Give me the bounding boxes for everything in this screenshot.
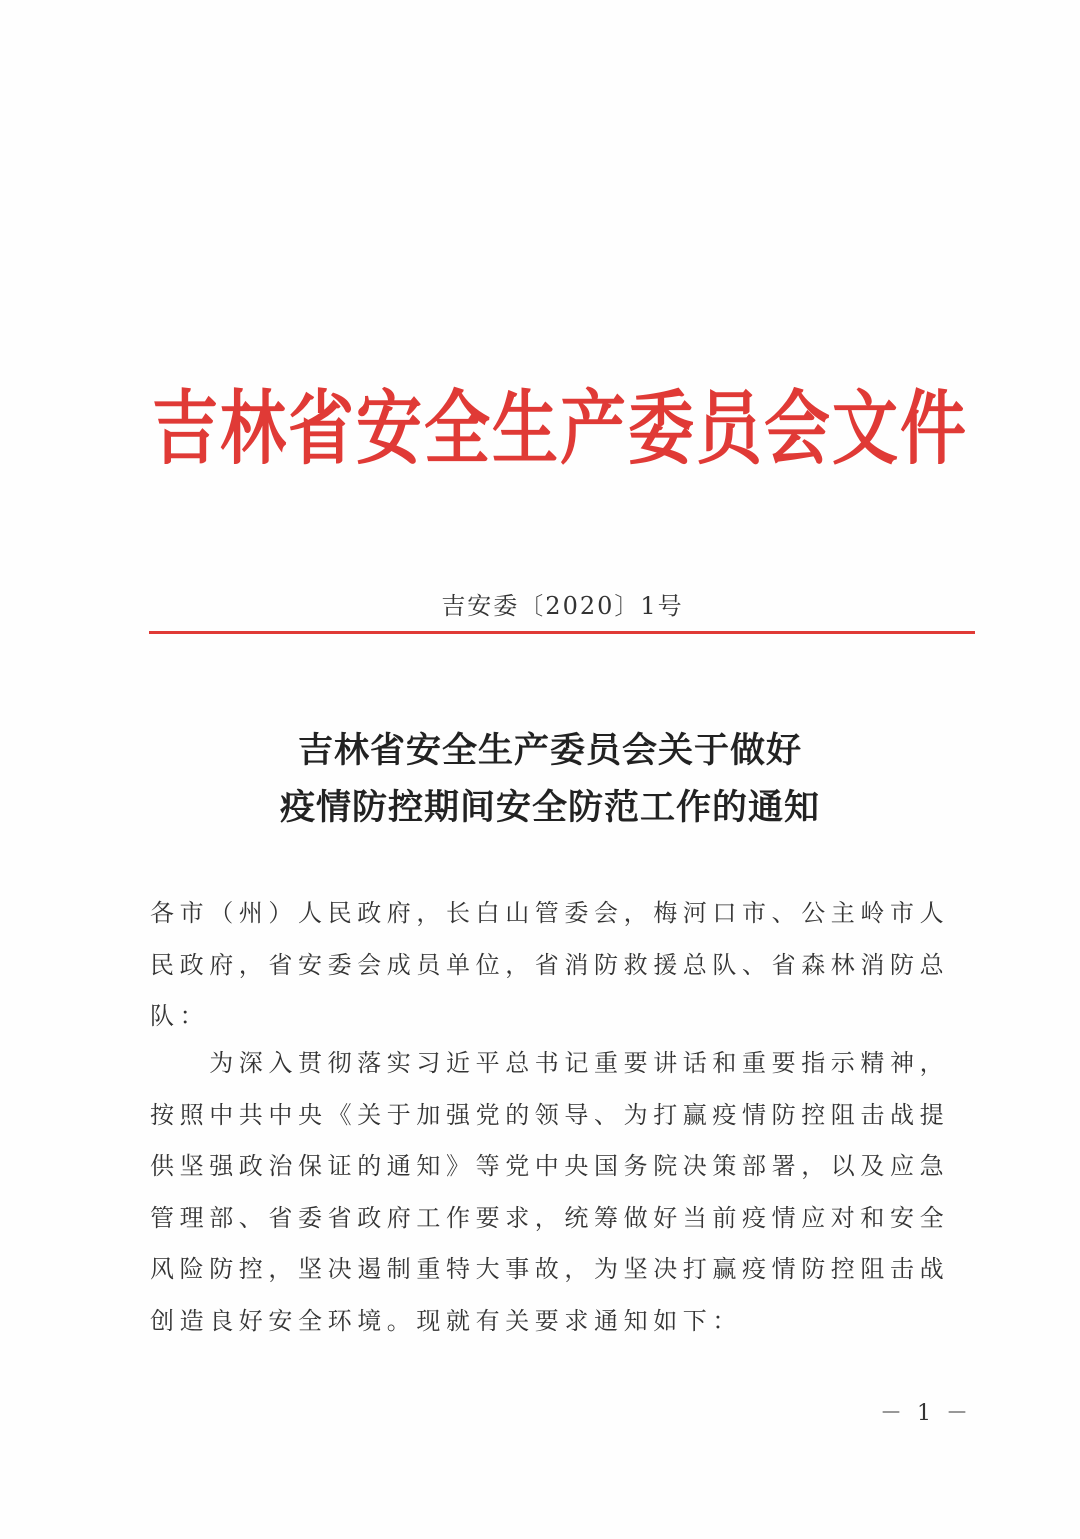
body-line: 创造良好安全环境。现就有关要求通知如下： (150, 1306, 742, 1335)
body-paragraph (150, 1038, 950, 1347)
body-line: 风险防控，坚决遏制重特大事故，为坚决打赢疫情防控阻击战 (150, 1255, 950, 1283)
body-line: 按照中共中央《关于加强党的领导、为打赢疫情防控阻击战提 (150, 1100, 950, 1129)
notice-title (150, 722, 950, 836)
notice-title-line-2: 疫情防控期间安全防范工作的通知 (279, 787, 820, 828)
page-number: － 1 － (880, 1401, 972, 1426)
body-line: 供坚强政治保证的通知》等党中央国务院决策部署，以及应急 (150, 1152, 950, 1180)
addressee-line: 各市（州）人民政府，长白山管委会，梅河口市、公主岭市人 (150, 899, 950, 927)
body-line: 为深入贯彻落实习近平总书记重要讲话和重要指示精神， (150, 1049, 950, 1077)
red-separator-line (149, 631, 975, 634)
addressee-block (150, 888, 950, 1043)
body-line: 管理部、省委省政府工作要求，统筹做好当前疫情应对和安全 (150, 1203, 950, 1232)
notice-title-line-1: 吉林省安全生产委员会关于做好 (297, 730, 802, 771)
addressee-line: 民政府，省安委会成员单位，省消防救援总队、省森林消防总 (150, 950, 950, 979)
document-header-title: 吉林省安全生产委员会文件 (152, 380, 968, 476)
document-number: 吉安委〔2020〕1号 (441, 592, 684, 620)
addressee-line: 队： (150, 1002, 210, 1030)
